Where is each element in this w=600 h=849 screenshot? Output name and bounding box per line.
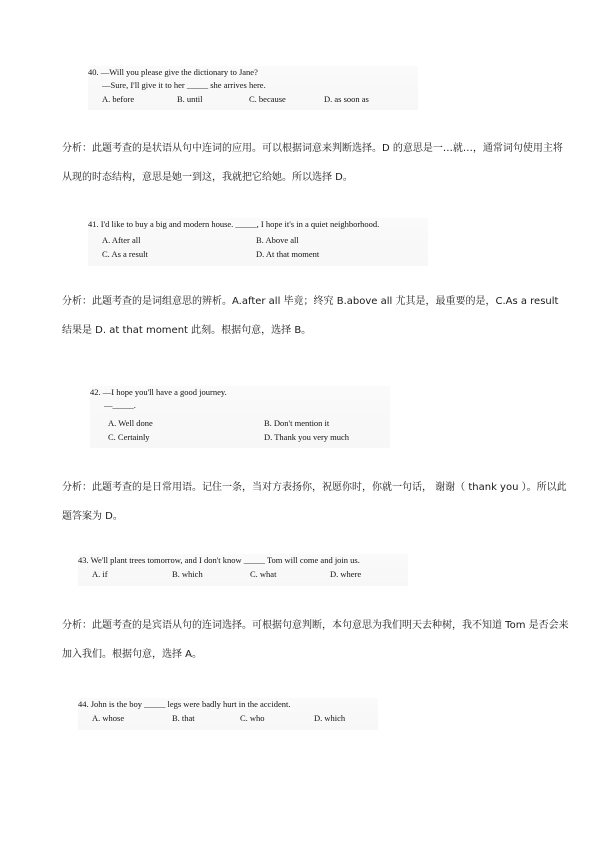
question-40 [88,66,418,110]
option-d: D. At that moment [256,249,320,259]
analysis-text: 分析：此题考查的是宾语从句的连词选择。可根据句意判断，本句意思为我们明天去种树，我不知道 Tom 是否会来加入我们。根据句意，选择 A。 [62,620,569,660]
option-d: D. which [314,713,346,723]
question-stem: 44. John is the boy _____ legs were badly hurt in the accident. [78,699,291,709]
option-a: A. Well done [108,418,153,428]
question-stem: 40. —Will you please give the dictionary to Jane? [88,67,258,77]
analysis-43 [62,611,570,669]
question-41 [88,218,428,266]
question-stem: 42. —I hope you'll have a good journey. [90,387,227,397]
options-row [78,567,408,581]
options-row [88,92,418,106]
options-row [90,430,390,444]
options-row [88,233,428,247]
analysis-text: 分析：此题考查的是状语从句中连词的应用。可以根据词意来判断选择。D 的意思是一…就…，通常词句使用主将从现的时态结构，意思是她一到这，我就把它给她。所以选择 D。 [62,143,563,183]
option-d: D. as soon as [324,94,369,104]
analysis-42 [62,473,570,531]
analysis-text: 分析：此题考查的是日常用语。记住一条，当对方表扬你，祝愿你时，你就一句话， 谢谢（ thank you ）。所以此题答案为 D。 [62,482,567,522]
option-b: B. until [177,94,203,104]
question-stem: —Sure, I'll give it to her _____ she arrives here. [102,80,266,90]
question-42 [90,386,390,448]
analysis-40 [62,134,570,192]
options-row [88,247,428,261]
option-c: C. because [249,94,286,104]
question-stem: 41. I'd like to buy a big and modern house. _____, I hope it's in a quiet neighborhood. [88,219,380,229]
question-44 [78,698,378,730]
option-a: A. After all [102,235,141,245]
option-b: B. which [172,569,203,579]
option-a: A. whose [92,713,125,723]
option-c: C. As a result [102,249,148,259]
question-43 [78,554,408,586]
option-c: C. who [240,713,265,723]
analysis-41 [62,287,570,345]
option-b: B. Don't mention it [264,418,330,428]
option-d: D. Thank you very much [264,432,350,442]
analysis-text: 分析：此题考查的是词组意思的辨析。A.after all 毕竟；终究 B.above all 尤其是，最重要的是，C.As a result 结果是 D. at that moment 此刻。根据句意，选择 B。 [62,296,559,336]
option-b: B. that [172,713,195,723]
option-d: D. where [330,569,362,579]
options-row [90,416,390,430]
question-stem: 43. We'll plant trees tomorrow, and I don't know _____ Tom will come and join us. [78,555,360,565]
option-c: C. what [250,569,277,579]
options-row [78,711,378,725]
option-a: A. if [92,569,108,579]
option-b: B. Above all [256,235,299,245]
option-a: A. before [102,94,135,104]
option-c: C. Certainly [108,432,150,442]
question-stem: —_____. [104,400,136,410]
